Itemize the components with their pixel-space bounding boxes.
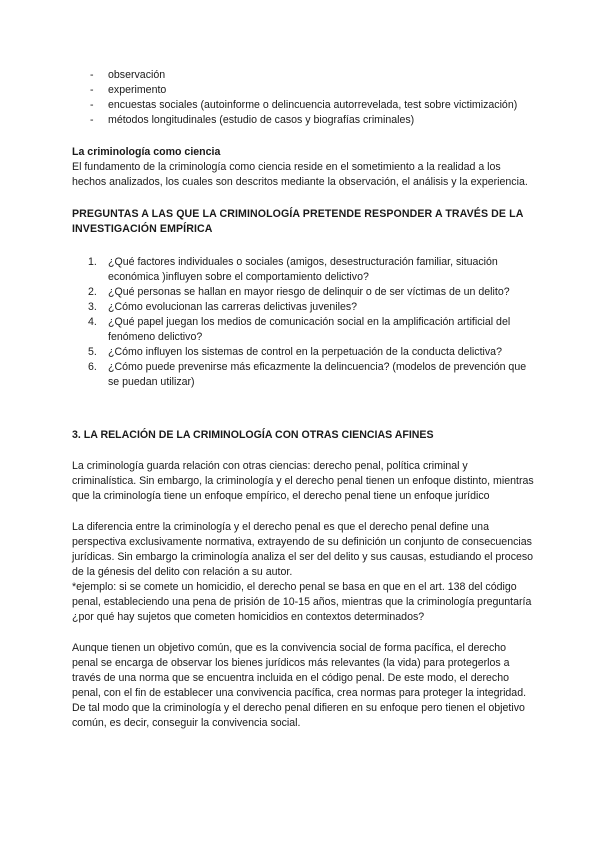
section-3-paragraph-3: Aunque tienen un objetivo común, que es la convivencia social de forma pacífica, el derecho penal se encarga de observar los bienes jurídicos más relevantes (la vida) para protegerlos a través de una norma que se encuentra incluida en el código penal. De este modo, el derecho penal, con el fin de establecer una convivencia pacífica, crea normas para proteger la integridad. De tal modo que la criminología y el derecho penal difieren en su enfoque pero tienen el objetivo común, es decir, conseguir la convivencia social.: [72, 642, 527, 729]
question-text: ¿Cómo evolucionan las carreras delictivas juveniles?: [108, 301, 358, 313]
list-item: - observación: [90, 68, 534, 83]
list-item: - métodos longitudinales (estudio de casos y biografías criminales): [90, 113, 534, 128]
question-item: [72, 315, 534, 345]
question-number: 1.: [88, 256, 97, 268]
methods-list: [90, 68, 534, 128]
list-item: - encuestas sociales (autoinforme o delincuencia autorrevelada, test sobre victimización): [90, 98, 534, 113]
difference-paragraph: La diferencia entre la criminología y el derecho penal es que el derecho penal define una perspectiva exclusivamente normativa, extrayendo de su definición un conjunto de consecuencias jurídicas. Sin embargo la criminología analiza el ser del delito y sus causas, estudiando el proceso de la génesis del delito con relación a su autor.: [72, 521, 534, 578]
question-item: [72, 360, 534, 390]
question-item: [72, 345, 534, 360]
section-3-paragraph-1: La criminología guarda relación con otras ciencias: derecho penal, política criminal y criminalística. Sin embargo, la criminología y el derecho penal tienen un enfoque distinto, mientras que la criminología tiene un enfoque empírico, el derecho penal tiene un enfoque jurídico: [72, 460, 534, 502]
section-3-heading: 3. LA RELACIÓN DE LA CRIMINOLOGÍA CON OTRAS CIENCIAS AFINES: [72, 429, 434, 441]
question-number: 3.: [88, 301, 97, 313]
science-paragraph: El fundamento de la criminología como ciencia reside en el sometimiento a la realidad a los hechos analizados, los cuales son descritos mediante la observación, el análisis y la experiencia.: [72, 161, 528, 188]
question-text: ¿Qué factores individuales o sociales (amigos, desestructuración familiar, situación económica )influyen sobre el comportamiento delictivo?: [108, 256, 498, 283]
question-number: 5.: [88, 346, 97, 358]
question-item: [72, 300, 534, 315]
question-number: 6.: [88, 361, 97, 373]
section-3-paragraph-2: [72, 520, 534, 625]
questions-list: [72, 255, 534, 390]
question-item: [72, 285, 534, 300]
question-text: ¿Cómo influyen los sistemas de control en la perpetuación de la conducta delictiva?: [108, 346, 502, 358]
questions-heading: PREGUNTAS A LAS QUE LA CRIMINOLOGÍA PRETENDE RESPONDER A TRAVÉS DE LA INVESTIGACIÓN EMPÍRICA: [72, 208, 524, 235]
example-paragraph: *ejemplo: si se comete un homicidio, el derecho penal se basa en que en el art. 138 del código penal, estableciendo una pena de prisión de 10-15 años, mientras que la criminología preguntaría ¿por qué hay sujetos que cometen homicidios en contextos determinados?: [72, 581, 532, 623]
question-text: ¿Qué personas se hallan en mayor riesgo de delinquir o de ser víctimas de un delito?: [108, 286, 510, 298]
question-number: 2.: [88, 286, 97, 298]
question-text: ¿Qué papel juegan los medios de comunicación social en la amplificación artificial del fenómeno delictivo?: [108, 316, 511, 343]
document-page: [72, 68, 534, 731]
science-heading: La criminología como ciencia: [72, 146, 221, 158]
question-text: ¿Cómo puede prevenirse más eficazmente la delincuencia? (modelos de prevención que se puedan utilizar): [108, 361, 527, 388]
question-number: 4.: [88, 316, 97, 328]
list-item: - experimento: [90, 83, 534, 98]
question-item: [72, 255, 534, 285]
